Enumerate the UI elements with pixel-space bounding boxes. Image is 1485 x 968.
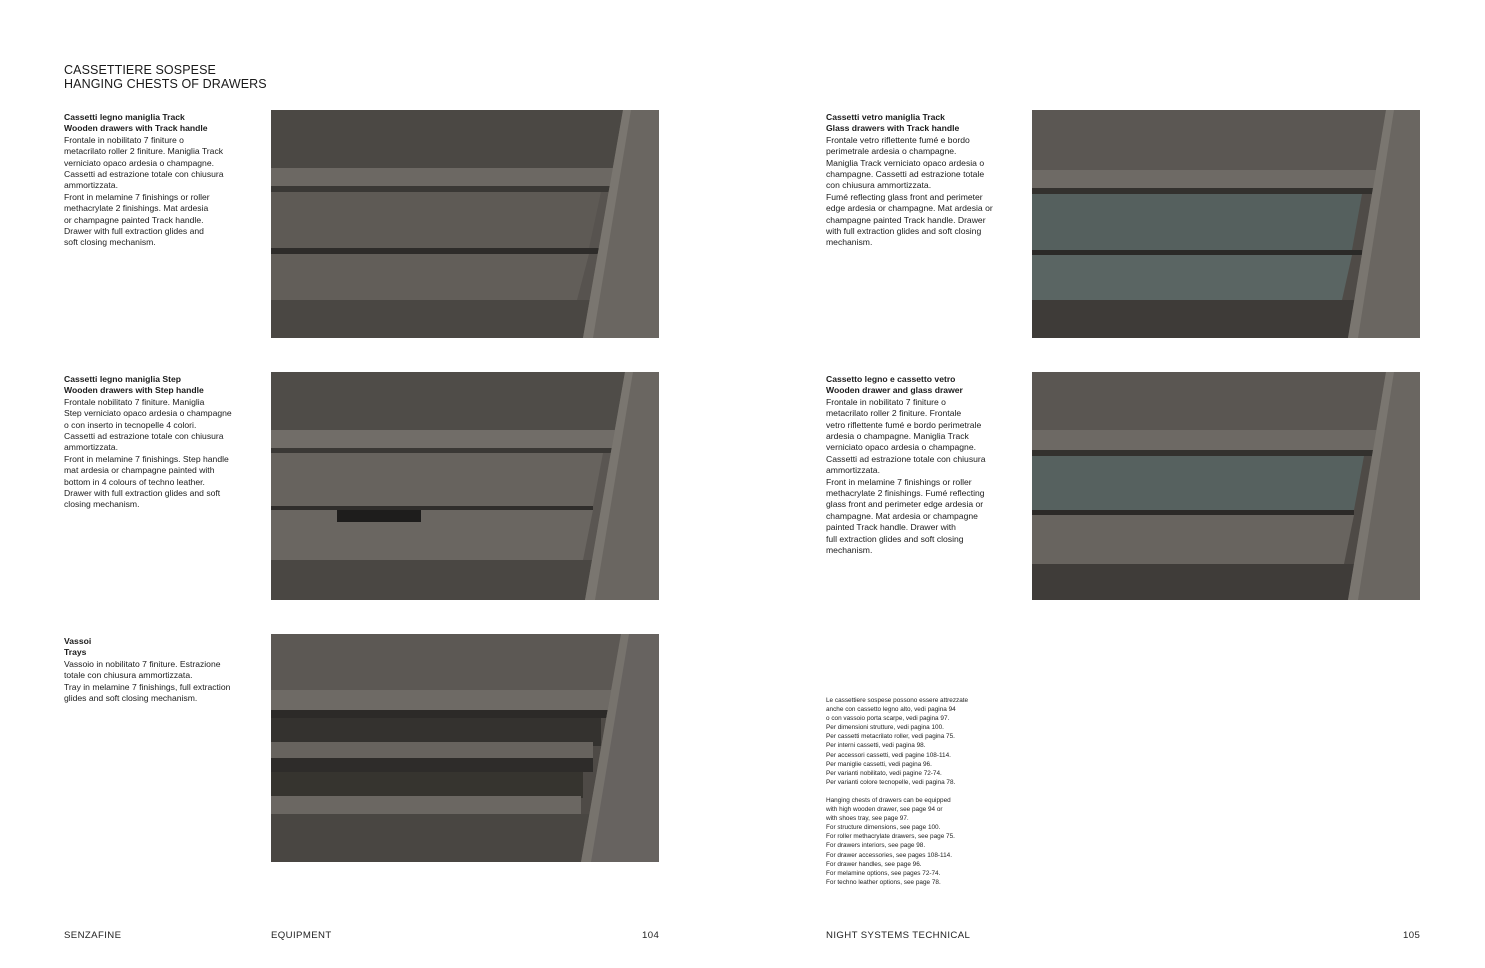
section-text-line: Front in melamine 7 finishings or roller: [826, 476, 972, 487]
note-line: Le cassettiere sospese possono essere attrezzate: [826, 697, 969, 704]
section-title-english: Wooden drawers with Step handle: [64, 385, 204, 396]
section-text-line: totale con chiusura ammortizzata.: [64, 670, 193, 681]
note-line: For melamine options, see pages 72-74.: [826, 869, 941, 877]
title-italian: CASSETTIERE SOSPESE: [64, 63, 216, 77]
note-line: Per accessori cassetti, vedi pagine 108-114.: [826, 751, 951, 759]
section-text-line: o con inserto in tecnopelle 4 colori.: [64, 419, 197, 430]
photo-trays: [271, 634, 659, 862]
note-line: Per varianti nobilitato, vedi pagine 72-74.: [826, 769, 942, 777]
note-line: anche con cassetto legno alto, vedi pagina 94: [826, 706, 956, 714]
section-text-line: Front in melamine 7 finishings or roller: [64, 191, 210, 202]
section-text-line: glides and soft closing mechanism.: [64, 693, 198, 704]
note-line: Per maniglie cassetti, vedi pagina 96.: [826, 760, 932, 768]
note-line: Per interni cassetti, vedi pagina 98.: [826, 742, 926, 750]
photo-wood-and-glass-drawers: [1032, 372, 1420, 600]
section-text-line: mechanism.: [826, 237, 873, 248]
section-text-line: Cassetti ad estrazione totale con chiusura: [64, 431, 224, 442]
section-text-line: ammortizzata.: [826, 465, 880, 476]
section-text-line: champagne painted Track handle. Drawer: [826, 214, 986, 225]
section-text-line: ardesia o champagne. Maniglia Track: [826, 431, 969, 442]
section-title-italian: Cassetti legno maniglia Track: [64, 112, 185, 122]
description-wood-and-glass: [826, 374, 986, 557]
note-line: Per dimensioni strutture, vedi pagina 100.: [826, 724, 944, 732]
section-text-line: Cassetti ad estrazione totale con chiusura: [64, 169, 224, 180]
note-line: For drawer accessories, see pages 108-114.: [826, 851, 952, 859]
photo-glass-drawers-track: [1032, 110, 1420, 338]
note-line: with shoes tray, see page 97.: [826, 815, 909, 823]
section-text-line: Tray in melamine 7 finishings, full extraction: [64, 681, 231, 692]
photo-wooden-drawers-step-image: [271, 372, 659, 600]
note-line: For structure dimensions, see page 100.: [826, 824, 941, 832]
note-line: For drawers interiors, see page 98.: [826, 842, 926, 850]
section-text-line: ammortizzata.: [64, 180, 118, 191]
section-text-line: painted Track handle. Drawer with: [826, 522, 956, 533]
note-line: For roller methacrylate drawers, see page 75.: [826, 833, 955, 841]
photo-trays-image: [271, 634, 659, 862]
section-text-line: Maniglia Track verniciato opaco ardesia o: [826, 157, 985, 168]
section-text-line: champagne. Mat ardesia or champagne: [826, 510, 978, 521]
note-line: with high wooden drawer, see page 94 or: [826, 806, 943, 814]
note-line: For techno leather options, see page 78.: [826, 878, 941, 886]
section-title-english: Wooden drawer and glass drawer: [826, 385, 963, 396]
photo-wood-and-glass-drawers-image: [1032, 372, 1420, 600]
section-text-line: soft closing mechanism.: [64, 237, 156, 248]
section-text-line: verniciato opaco ardesia o champagne.: [64, 157, 215, 168]
section-text-line: Vassoio in nobilitato 7 finiture. Estrazione: [64, 658, 221, 669]
section-text-line: Frontale nobilitato 7 finiture. Maniglia: [64, 396, 205, 407]
note-line: Per cassetti metacrilato roller, vedi pagina 75.: [826, 733, 955, 741]
section-text-line: or champagne painted Track handle.: [64, 214, 204, 225]
section-text-line: Frontale in nobilitato 7 finiture o: [826, 396, 946, 407]
section-text-line: Frontale in nobilitato 7 finiture o: [64, 134, 184, 145]
footer-brand: SENZAFINE: [64, 930, 122, 941]
section-text-line: vetro riflettente fumé e bordo perimetrale: [826, 419, 982, 430]
section-title-english: Wooden drawers with Track handle: [64, 123, 208, 134]
section-text-line: Drawer with full extraction glides and: [64, 226, 204, 237]
section-text-line: Drawer with full extraction glides and soft: [64, 488, 221, 499]
section-text-line: methacrylate 2 finishings. Fumé reflecting: [826, 488, 985, 499]
description-trays: [64, 636, 230, 704]
section-text-line: bottom in 4 colours of techno leather.: [64, 476, 205, 487]
note-line: Per varianti colore tecnopelle, vedi pagina 78.: [826, 778, 956, 786]
photo-wooden-drawers-track: [271, 110, 659, 338]
photo-wooden-drawers-track-image: [271, 110, 659, 338]
footer-section-left: EQUIPMENT: [271, 930, 332, 941]
section-title-italian: Cassetti legno maniglia Step: [64, 374, 181, 384]
title-english: HANGING CHESTS OF DRAWERS: [64, 77, 267, 91]
footer-page-number-left: 104: [642, 930, 660, 941]
section-text-line: mat ardesia or champagne painted with: [64, 465, 215, 476]
photo-glass-drawers-track-image: [1032, 110, 1420, 338]
section-text-line: verniciato opaco ardesia o champagne.: [826, 442, 977, 453]
section-text-line: full extraction glides and soft closing: [826, 533, 964, 544]
section-text-line: con chiusura ammortizzata.: [826, 180, 932, 191]
notes-italian: [826, 696, 968, 787]
description-wooden-step: [64, 374, 232, 511]
section-text-line: Front in melamine 7 finishings. Step handle: [64, 453, 229, 464]
section-text-line: glass front and perimeter edge ardesia or: [826, 499, 984, 510]
description-glass-track: [826, 112, 993, 249]
notes-english: [826, 796, 968, 887]
section-text-line: Cassetti ad estrazione totale con chiusura: [826, 453, 986, 464]
note-line: For drawer handles, see page 96.: [826, 860, 922, 868]
section-text-line: Step verniciato opaco ardesia o champagne: [64, 408, 232, 419]
page-title: [64, 63, 267, 91]
notes-block: [826, 696, 968, 887]
section-text-line: mechanism.: [826, 545, 873, 556]
section-title-italian: Cassetto legno e cassetto vetro: [826, 374, 956, 384]
section-text-line: with full extraction glides and soft closing: [826, 226, 982, 237]
photo-wooden-drawers-step: [271, 372, 659, 600]
section-text-line: metacrilato roller 2 finiture. Frontale: [826, 408, 962, 419]
description-wooden-track: [64, 112, 224, 249]
note-line: o con vassoio porta scarpe, vedi pagina 97.: [826, 715, 950, 723]
footer-page-number-right: 105: [1403, 930, 1421, 941]
section-title-italian: Vassoi: [64, 636, 92, 646]
section-text-line: ammortizzata.: [64, 442, 118, 453]
footer-section-right: NIGHT SYSTEMS TECHNICAL: [826, 930, 971, 941]
section-text-line: methacrylate 2 finishings. Mat ardesia: [64, 203, 209, 214]
section-text-line: Frontale vetro riflettente fumé e bordo: [826, 134, 970, 145]
section-title-english: Trays: [64, 647, 87, 658]
section-text-line: champagne. Cassetti ad estrazione totale: [826, 169, 985, 180]
section-text-line: edge ardesia or champagne. Mat ardesia or: [826, 203, 993, 214]
section-text-line: Fumé reflecting glass front and perimeter: [826, 191, 983, 202]
section-text-line: closing mechanism.: [64, 499, 140, 510]
section-text-line: perimetrale ardesia o champagne.: [826, 146, 957, 157]
section-title-english: Glass drawers with Track handle: [826, 123, 960, 134]
section-text-line: metacrilato roller 2 finiture. Maniglia Track: [64, 146, 224, 157]
section-title-italian: Cassetti vetro maniglia Track: [826, 112, 945, 122]
note-line: Hanging chests of drawers can be equipped: [826, 796, 951, 804]
